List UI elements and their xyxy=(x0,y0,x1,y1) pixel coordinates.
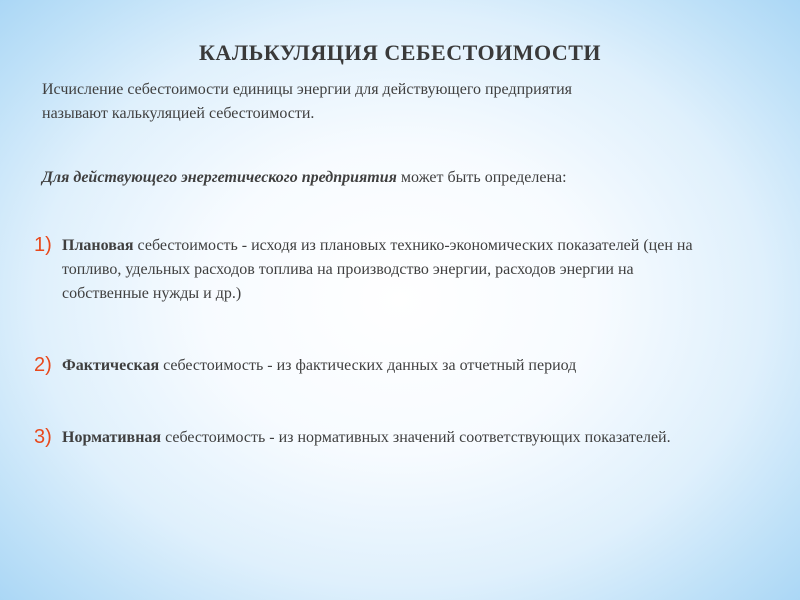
list-item-description: себестоимость - из нормативных значений соответствующих показателей. xyxy=(161,429,671,446)
list-number: 2) xyxy=(34,354,52,376)
lead-paragraph xyxy=(42,166,762,190)
intro-line-2: называют калькуляцией себестоимости. xyxy=(42,105,315,122)
list-item-planned xyxy=(34,234,724,306)
list-item-actual xyxy=(34,354,724,378)
lead-rest: может быть определена: xyxy=(396,169,567,186)
intro-line-1: Исчисление себестоимости единицы энергии для действующего предприятия xyxy=(42,81,572,98)
list-item-description: себестоимость - исходя из плановых технико-экономических показателей (цен на топливо, удельных расходов топлива на производство энергии, расходов энергии на собственные нужды и др.) xyxy=(62,237,693,302)
list-item-description: себестоимость - из фактических данных за отчетный период xyxy=(159,357,577,374)
intro-paragraph xyxy=(42,78,742,126)
list-number: 3) xyxy=(34,426,52,448)
list-number: 1) xyxy=(34,234,52,256)
list-item-term: Нормативная xyxy=(62,429,162,446)
lead-emphasis: Для действующего энергетического предприятия xyxy=(42,169,397,186)
slide-title: КАЛЬКУЛЯЦИЯ СЕБЕСТОИМОСТИ xyxy=(198,40,602,65)
list-item-term: Фактическая xyxy=(62,357,160,374)
list-item-text xyxy=(62,234,724,306)
list-item-normative xyxy=(34,426,724,450)
list-item-text xyxy=(62,426,724,450)
list-item-text xyxy=(62,354,724,378)
list-item-term: Плановая xyxy=(62,237,134,254)
